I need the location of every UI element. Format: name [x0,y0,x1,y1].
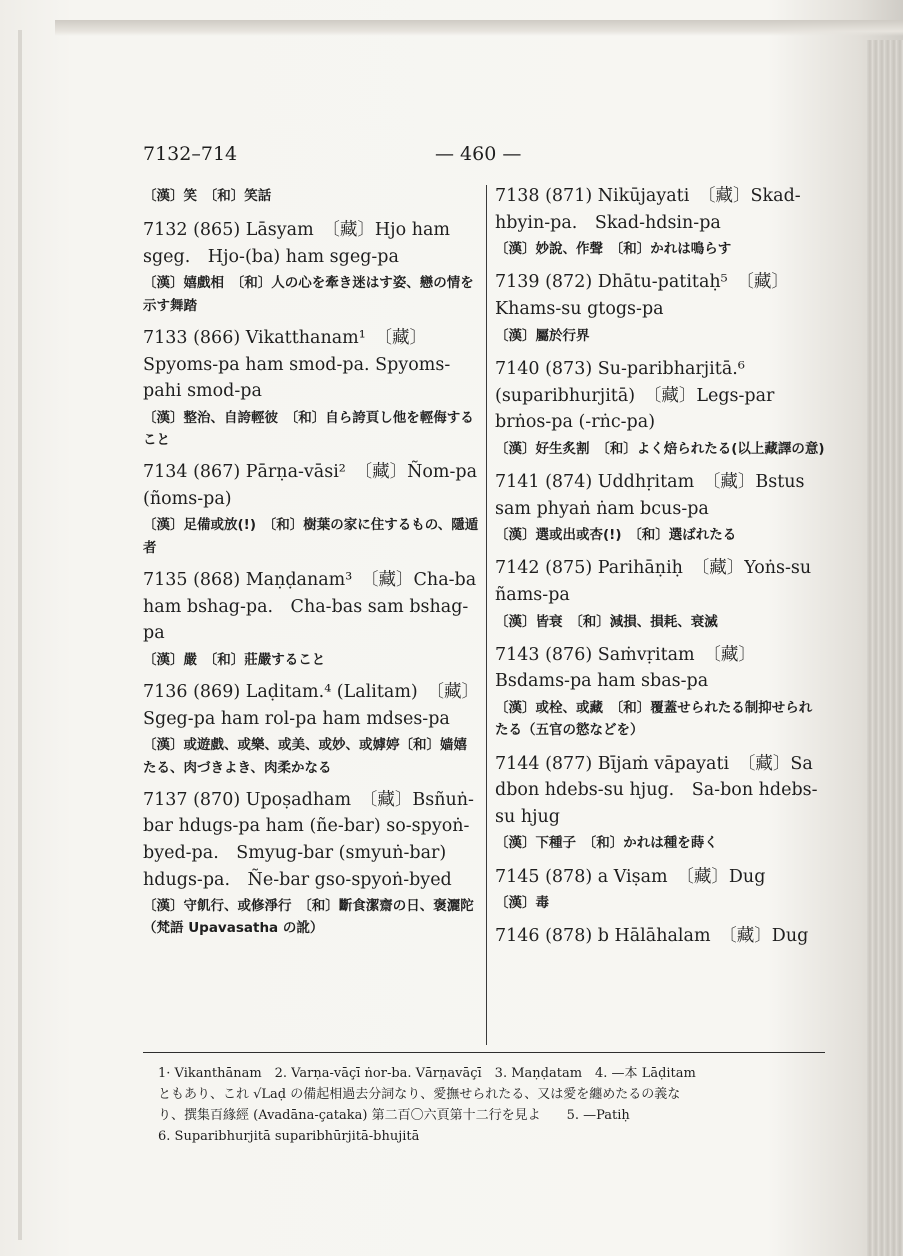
dictionary-entry [495,183,825,260]
dictionary-entry [143,217,479,317]
entry-gloss: 〔漢〕整治、自誇輕彼 〔和〕自ら誇頁し他を輕侮すること [143,409,474,449]
dictionary-entry [495,269,825,346]
column-divider [486,185,487,1045]
dictionary-entry [495,751,825,855]
intro-kanji: 〔漢〕笑 〔和〕笑話 [143,188,272,204]
left-column [143,183,479,948]
entry-gloss: 〔漢〕或遊戲、或樂、或美、或妙、或嫭婷〔和〕嫱嬉たる、肉づきよき、肉柔かなる [143,737,467,776]
dictionary-entry [143,325,479,451]
dictionary-entry [495,469,825,546]
dictionary-entry [143,679,479,779]
book-binding-edge [867,40,903,1256]
entry-gloss: 〔漢〕嬉戲相 〔和〕人の心を牽き迷はす姿、戀の情を示す舞踏 [143,275,474,314]
dictionary-entry [143,459,479,559]
entry-head: 7139 (872) Dhātu-patitaḥ⁵ 〔藏〕Khams-su gtogs-pa [495,272,789,320]
dictionary-entry [143,567,479,671]
dictionary-entry [495,555,825,632]
footnote-line: 1· Vikanthānam 2. Varṇa-vāçī ṅor-ba. Vārṇavāçī 3. Maṇḍatam 4. —本 Lāḍitam [158,1066,696,1081]
dictionary-entry [495,864,825,915]
entry-head: 7135 (868) Maṇḍanam³ 〔藏〕Cha-ba ham bshag-pa. Cha-bas sam bshag-pa [143,570,477,644]
footnote-line: ともあり、これ √Laḍ の備起相過去分詞なり、愛撫せられたる、又は愛を纏めたるの義な [158,1087,681,1103]
footnote-line: り、撰集百緣經 (Avadāna-çataka) 第二百〇六頁第十二行を見よ 5. —Patiḥ [158,1108,630,1124]
entry-gloss: 〔漢〕屬於行界 [495,327,590,344]
entry-gloss: 〔漢〕皆衰 〔和〕減損、損耗、衰滅 [495,613,718,630]
footnote-rule [143,1052,825,1053]
entry-gloss: 〔漢〕好生炙割 〔和〕よく焙られたる(以上藏譯の意) [495,440,825,457]
dictionary-entry [495,642,825,742]
dictionary-entry [495,923,825,950]
entry-head: 7137 (870) Upoṣadham 〔藏〕Bsñuṅ-bar hdugs-pa ham (ñe-bar) so-spyoṅ-byed-pa. Smyug-bar (smyuṅ-bar) hdugs-pa. Ñe-bar gso-spyoṅ-byed [143,789,474,890]
entry-gloss: 〔漢〕守飢行、或修淨行 〔和〕斷食潔齋の日、褒灑陀（梵語 Upavasatha の訛） [143,898,474,937]
page-header [143,143,823,169]
dictionary-entry [143,787,479,940]
entry-head: 7134 (867) Pārṇa-vāsi² 〔藏〕Ñom-pa (ñoms-pa) [143,462,478,509]
entry-gloss: 〔漢〕嚴 〔和〕莊嚴すること [143,651,326,668]
entry-gloss: 〔漢〕毒 [495,895,549,912]
entry-head: 7133 (866) Vikatthanam¹ 〔藏〕Spyoms-pa ham smod-pa. Spyoms-pahi smod-pa [143,327,451,402]
entry-gloss: 〔漢〕選或出或杏(!) 〔和〕選ばれたる [495,527,737,544]
entry-head: 7143 (876) Saṁvṛitam 〔藏〕Bsdams-pa ham sbas-pa [495,644,756,692]
entry-head: 7136 (869) Laḍitam.⁴ (Lalitam) 〔藏〕Sgeg-pa ham rol-pa ham mdses-pa [143,682,479,729]
entry-head: 7132 (865) Lāsyam 〔藏〕Hjo ham sgeg. Hjo-(ba) ham sgeg-pa [143,220,451,267]
page-left-edge [18,30,22,1240]
entry-head: 7145 (878) a Viṣam 〔藏〕Dug [495,866,766,887]
entry-gloss: 〔漢〕或栓、或藏 〔和〕覆蓋せられたる制抑せられたる（五官の慾などを） [495,700,813,739]
page-number: — 460 — [435,143,522,165]
entry-head: 7142 (875) Parihāṇiḥ 〔藏〕Yoṅs-su ñams-pa [495,558,812,605]
entry-head: 7146 (878) b Hālāhalam 〔藏〕Dug [495,926,809,947]
entry-gloss: 〔漢〕足備或放(!) 〔和〕樹葉の家に住するもの、隱遁者 [143,517,479,556]
entry-gloss: 〔漢〕下種子 〔和〕かれは種を蒔く [495,835,718,852]
right-column [495,183,825,959]
footnotes [158,1063,826,1147]
page-top-shadow [55,20,903,36]
entry-gloss: 〔漢〕妙說、作聲 〔和〕かれは鳴らす [495,241,732,258]
entry-head: 7144 (877) Bījaṁ vāpayati 〔藏〕Sa dbon hdebs-su hjug. Sa-bon hdebs-su hjug [495,753,818,827]
dictionary-entry [495,356,825,460]
entry-range: 7132–714 [143,143,238,165]
entry-head: 7138 (871) Nikūjayati 〔藏〕Skad-hbyin-pa. Skad-hdsin-pa [495,186,801,233]
entry-head: 7140 (873) Su-paribharjitā.⁶ (suparibhurjitā) 〔藏〕Legs-par brṅos-pa (-rṅc-pa) [495,358,775,433]
entry-head: 7141 (874) Uddhṛitam 〔藏〕Bstus sam phyaṅ ṅam bcus-pa [495,471,805,519]
footnote-line: 6. Suparibhurjitā suparibhūrjitā-bhujitā [158,1129,420,1145]
